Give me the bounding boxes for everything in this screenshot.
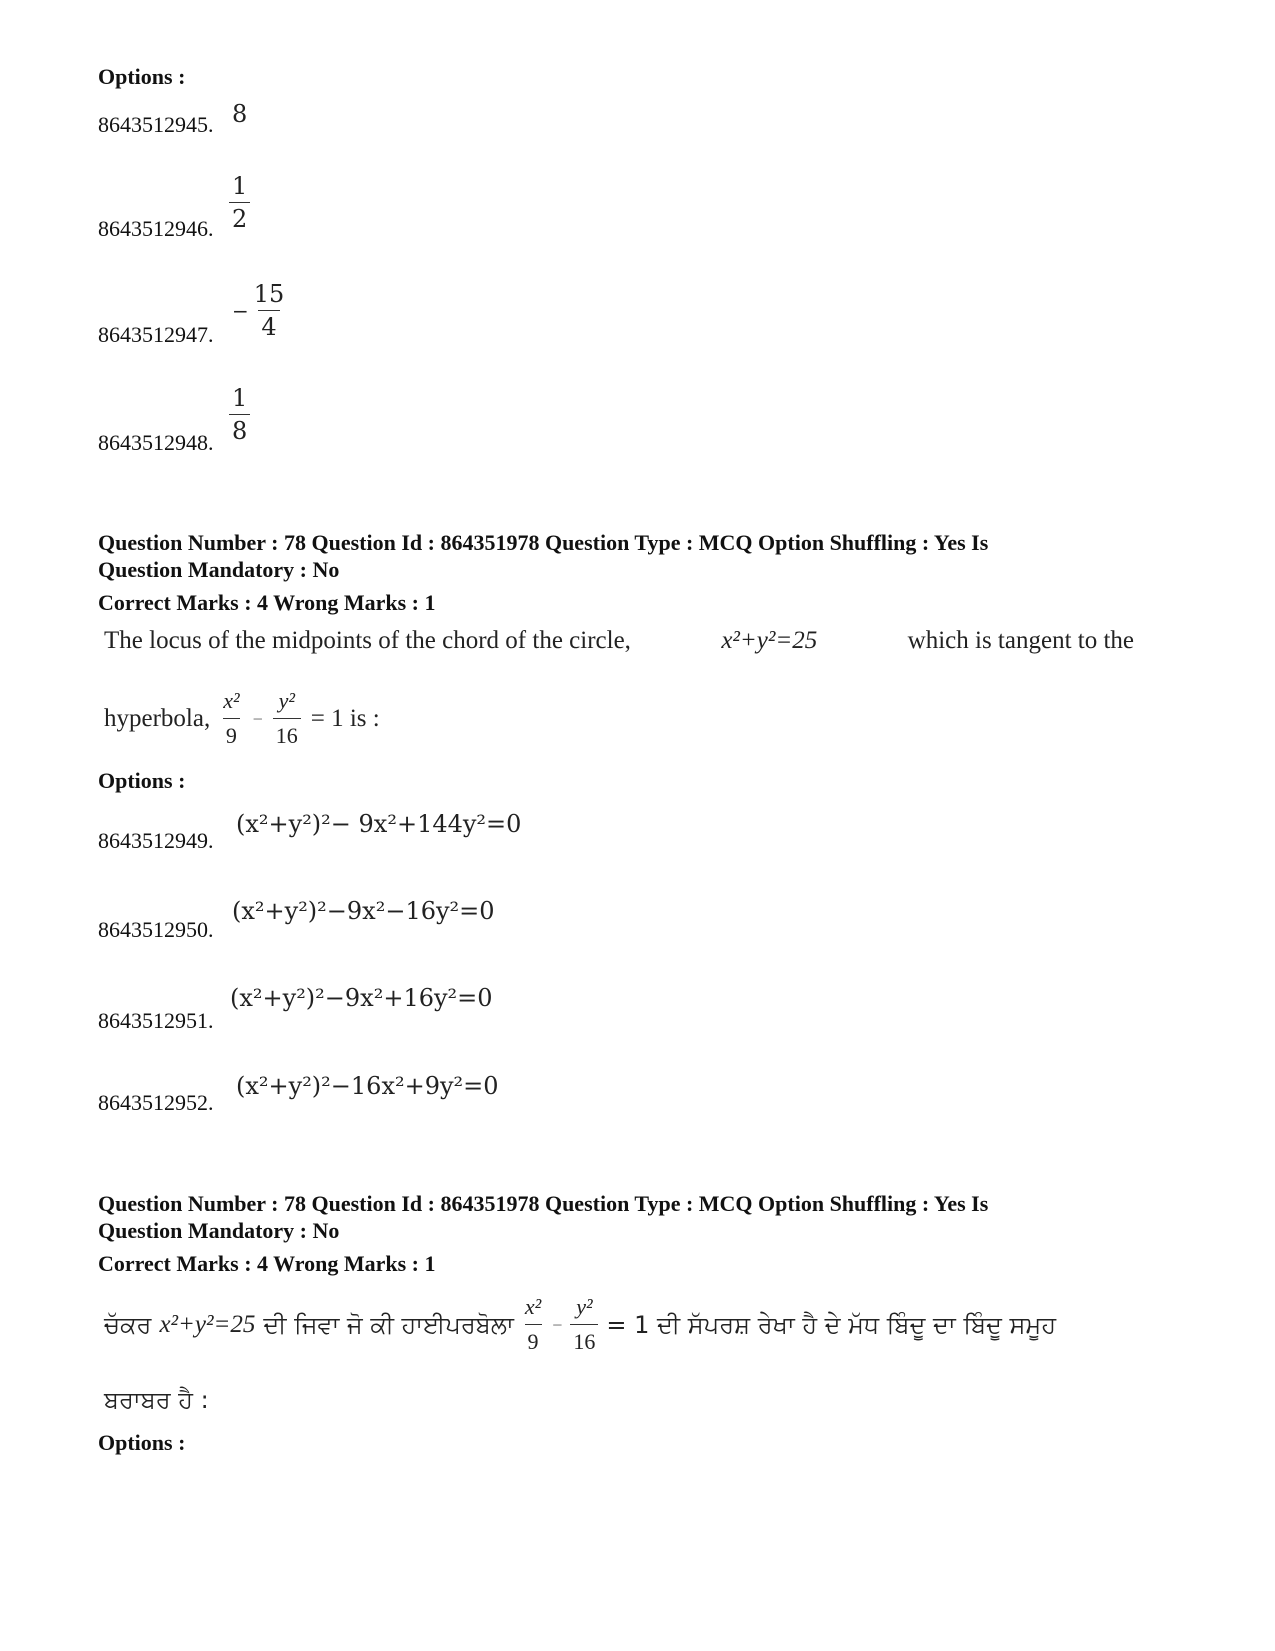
options-label: Options : (98, 64, 186, 89)
fraction-denominator: 8 (229, 414, 250, 445)
option-id: 8643512949. (98, 828, 214, 853)
minus-sign: − (252, 708, 263, 729)
question-header-mandatory: Question Mandatory : No (98, 1218, 340, 1243)
option-value-fraction (229, 172, 250, 233)
fraction-denominator: 2 (229, 202, 250, 233)
question-header: Question Number : 78 Question Id : 864351978 Question Type : MCQ Option Shuffling : Yes Is (98, 530, 989, 555)
fraction-denominator: 9 (223, 718, 240, 751)
stem-text: ਚੱਕਰ (104, 1310, 152, 1339)
fraction-numerator: x² (524, 1294, 542, 1319)
fraction-numerator: 1 (232, 384, 248, 412)
question-stem-line2 (104, 686, 380, 751)
circle-equation: x²+y²=25 (159, 1310, 256, 1338)
question-header: Question Number : 78 Question Id : 864351978 Question Type : MCQ Option Shuffling : Yes Is (98, 1191, 989, 1216)
hyperbola-fraction-x (522, 1292, 544, 1357)
fraction-denominator: 16 (273, 718, 301, 751)
question-marks: Correct Marks : 4 Wrong Marks : 1 (98, 590, 436, 615)
stem-text: = 1 ਦੀ ਸੱਪਰਸ਼ ਰੇਖਾ ਹੈ ਦੇ ਮੱਧ ਬਿੰਦੂ ਦਾ ਬਿੰਦੂ ਸਮੂਹ (606, 1310, 1057, 1339)
option-value-fraction (229, 384, 250, 445)
minus-sign: − (552, 1314, 563, 1335)
fraction-denominator: 16 (570, 1324, 598, 1357)
fraction-numerator: 1 (232, 172, 248, 200)
fraction-numerator: x² (223, 688, 240, 713)
fraction-denominator: 4 (258, 310, 279, 341)
stem-text: = 1 is : (310, 704, 380, 732)
option-value: (x²+y²)²− 9x²+144y²=0 (236, 810, 522, 838)
circle-equation: x²+y²=25 (721, 627, 818, 654)
question-stem-line1 (104, 1292, 1056, 1357)
options-label: Options : (98, 768, 186, 793)
options-label: Options : (98, 1430, 186, 1455)
hyperbola-fraction-x (220, 686, 242, 751)
option-id: 8643512948. (98, 430, 214, 455)
fraction-numerator: y² (278, 688, 295, 713)
question-stem-line1 (104, 626, 1134, 656)
option-id: 8643512951. (98, 1008, 214, 1033)
stem-text: which is tangent to the (907, 627, 1134, 654)
option-id: 8643512950. (98, 917, 214, 942)
stem-text: hyperbola, (104, 704, 211, 732)
hyperbola-fraction-y (273, 686, 301, 751)
question-header-mandatory: Question Mandatory : No (98, 557, 340, 582)
fraction-numerator: y² (576, 1294, 593, 1319)
option-id: 8643512947. (98, 322, 214, 347)
option-value: (x²+y²)²−9x²+16y²=0 (230, 984, 493, 1012)
option-id: 8643512945. (98, 112, 214, 137)
fraction-numerator: 15 (253, 280, 285, 308)
option-value: (x²+y²)²−9x²−16y²=0 (232, 897, 495, 925)
stem-text: The locus of the midpoints of the chord of the circle, (104, 627, 631, 654)
hyperbola-fraction-y (570, 1292, 598, 1357)
option-value: (x²+y²)²−16x²+9y²=0 (236, 1072, 499, 1100)
question-stem-line2: ਬਰਾਬਰ ਹੈ : (104, 1386, 209, 1414)
option-value-fraction (232, 280, 287, 341)
option-id: 8643512952. (98, 1090, 214, 1115)
option-id: 8643512946. (98, 216, 214, 241)
option-value: 8 (232, 100, 248, 128)
fraction-denominator: 9 (525, 1324, 542, 1357)
stem-text: ਦੀ ਜਿਵਾ ਜੋ ਕੀ ਹਾਈਪਰਬੋਲਾ (263, 1310, 514, 1339)
minus-sign: − (232, 298, 249, 323)
question-marks: Correct Marks : 4 Wrong Marks : 1 (98, 1251, 436, 1276)
